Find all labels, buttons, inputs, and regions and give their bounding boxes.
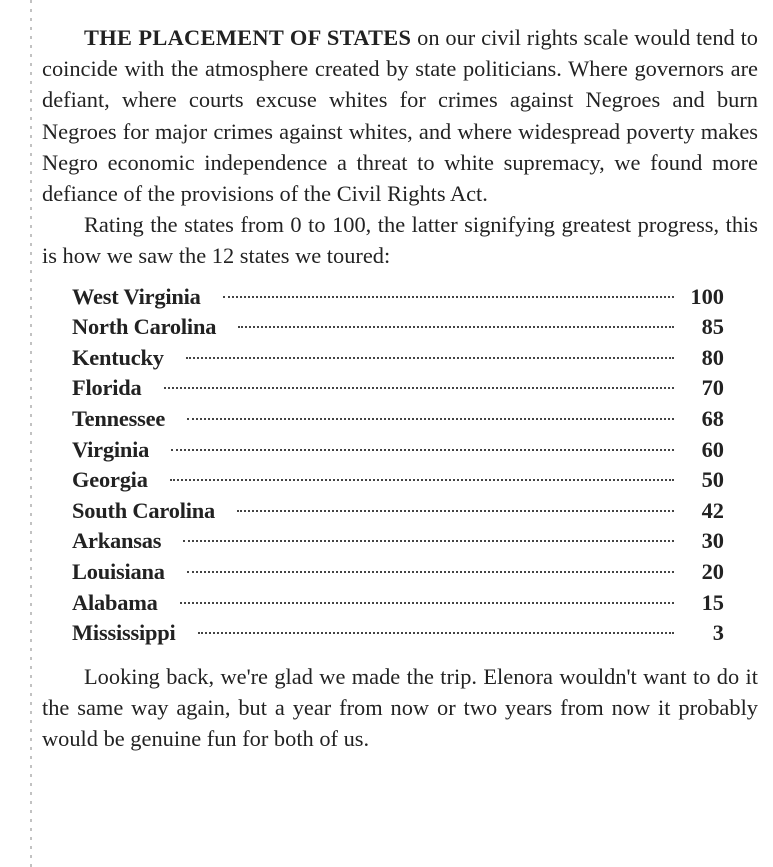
state-name: Tennessee [72,406,166,431]
rating-row [72,437,724,468]
state-ratings-list [42,284,758,651]
rating-row [72,375,724,406]
dot-leader [237,510,674,512]
state-name: Kentucky [72,344,164,370]
state-name: Virginia [72,436,150,462]
dot-leader [187,418,674,420]
state-score: 80 [701,344,724,370]
rating-row [72,498,724,529]
state-name: South Carolina [72,497,215,523]
state-score: 68 [701,406,724,431]
dot-leader [187,571,674,573]
state-name: Louisiana [72,558,165,584]
rating-row [72,528,724,559]
state-score: 30 [701,528,724,554]
state-name: Mississippi [72,620,176,646]
paragraph-closing: Looking back, we're glad we made the trip. Elenora wouldn't want to do it the same way again, but a year from now or two years from now it probably would be genuine fun for both of us. [42,663,758,752]
state-name: Arkansas [72,528,162,554]
dot-leader [180,602,674,604]
state-score: 3 [712,620,724,646]
state-score: 15 [701,589,724,615]
state-score: 100 [690,283,724,309]
lead-in-heading: THE PLACEMENT OF STATES [84,25,412,50]
dot-leader [171,449,674,451]
rating-row [72,345,724,376]
state-score: 85 [701,314,724,340]
rating-row [72,467,724,498]
rating-row [72,314,724,345]
rating-row [72,559,724,590]
dot-leader [183,540,674,542]
state-name: West Virginia [72,283,201,309]
state-score: 60 [701,436,724,462]
state-name: Alabama [72,589,158,615]
column-margin-rule [30,0,32,867]
rating-row [72,620,724,651]
state-score: 20 [701,558,724,584]
dot-leader [238,326,674,328]
state-name: North Carolina [72,314,217,340]
state-score: 50 [701,467,724,493]
rating-row [72,284,724,315]
rating-row [72,590,724,621]
article-column [42,22,758,754]
dot-leader [223,296,674,298]
dot-leader [186,357,674,359]
rating-row [72,406,724,437]
state-score: 42 [701,497,724,523]
paragraph-intro-text: on our civil rights scale would tend to coincide with the atmosphere created by state politicians. Where governors are defiant, where courts excuse whites for crimes against Negroes and burn Negroes for major crimes against whites, and where widespread poverty makes Negro economic independence a threat to white supremacy, we found more defiance of the provisions of the Civil Rights Act. [42,25,758,207]
paragraph-rating-intro: Rating the states from 0 to 100, the latter signifying greatest progress, this is how we saw the 12 states we toured: [42,212,758,269]
dot-leader [164,387,674,389]
dot-leader [170,479,674,481]
state-score: 70 [701,375,724,401]
state-name: Florida [72,375,142,401]
paragraph-intro [42,22,758,209]
state-name: Georgia [72,467,148,493]
dot-leader [198,632,674,634]
